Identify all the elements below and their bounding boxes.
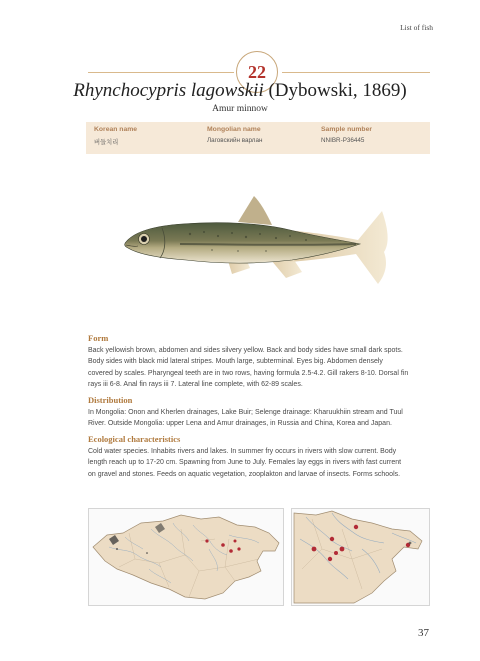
ecology-line: Cold water species. Inhabits rivers and lakes. In summer fry occurs in rivers with slow current. Body: [88, 448, 397, 455]
korean-name-value: 버들치리: [94, 139, 119, 146]
form-line: covered by scales. Pharyngeal teeth are in two rows, having formula 2.5-4.2. Gill rakers 8-10. Dorsal fin: [88, 369, 409, 377]
ecology-heading: Ecological characteristics: [88, 434, 181, 444]
scientific-name: Rhynchocypris lagowskii: [73, 80, 264, 101]
form-text: [88, 345, 433, 390]
ecology-line: on gravel and stones. Feeds on aquatic vegetation, zooplakton and larvae of insects. Forms schools.: [88, 470, 401, 478]
sample-number-label: Sample number: [321, 126, 372, 133]
sample-number-cell: [321, 126, 372, 144]
distribution-line: River. Outside Mongolia: upper Lena and Amur drainages, in Russia and China, Korea and Japan.: [88, 420, 392, 428]
title-rule-left: [88, 72, 234, 73]
distribution-map-overview: [88, 508, 284, 606]
mongolian-name-cell: [207, 126, 262, 144]
species-title: [0, 80, 480, 102]
mongolian-name-label: Mongolian name: [207, 126, 261, 133]
distribution-text: [88, 407, 433, 430]
title-rule-right: [282, 72, 430, 73]
form-line: Body sides with black mid lateral stripes. Mouth large, subterminal. Eyes big. Abdomen densely: [88, 358, 383, 366]
mongolia-map: [89, 509, 283, 605]
sample-number-value: NNIBR-P36445: [321, 137, 365, 144]
page-number: 37: [418, 627, 429, 639]
running-header: List of fish: [400, 23, 433, 32]
form-line: Back yellowish brown, abdomen and sides silvery yellow. Back and body sides have small dark spots.: [88, 347, 403, 354]
form-line: rays iii 6-8. Anal fin rays iii 7. Lateral line complete, with 62-89 scales.: [88, 380, 303, 388]
fish-photo: [120, 188, 400, 288]
korean-name-label: Korean name: [94, 126, 138, 133]
mongolian-name-value: Лаговскийн варлан: [207, 137, 263, 144]
common-name: Amur minnow: [212, 104, 268, 114]
ecology-line: length reach up to 17-20 cm. Spawning from June to July. Females lay eggs in rivers with fast current: [88, 459, 402, 467]
name-info-table: [86, 122, 430, 154]
species-number: 22: [248, 61, 266, 82]
east-mongolia-map: [292, 509, 429, 605]
species-author: (Dybowski, 1869): [263, 80, 407, 101]
distribution-line: In Mongolia: Onon and Kherlen drainages, Lake Buir; Selenge drainage: Kharuukhiin stream and Tuul: [88, 409, 403, 416]
distribution-heading: Distribution: [88, 395, 133, 405]
korean-name-cell: [94, 126, 137, 146]
distribution-map-detail: [291, 508, 430, 606]
ecology-text: [88, 446, 433, 480]
form-heading: Form: [88, 333, 109, 343]
